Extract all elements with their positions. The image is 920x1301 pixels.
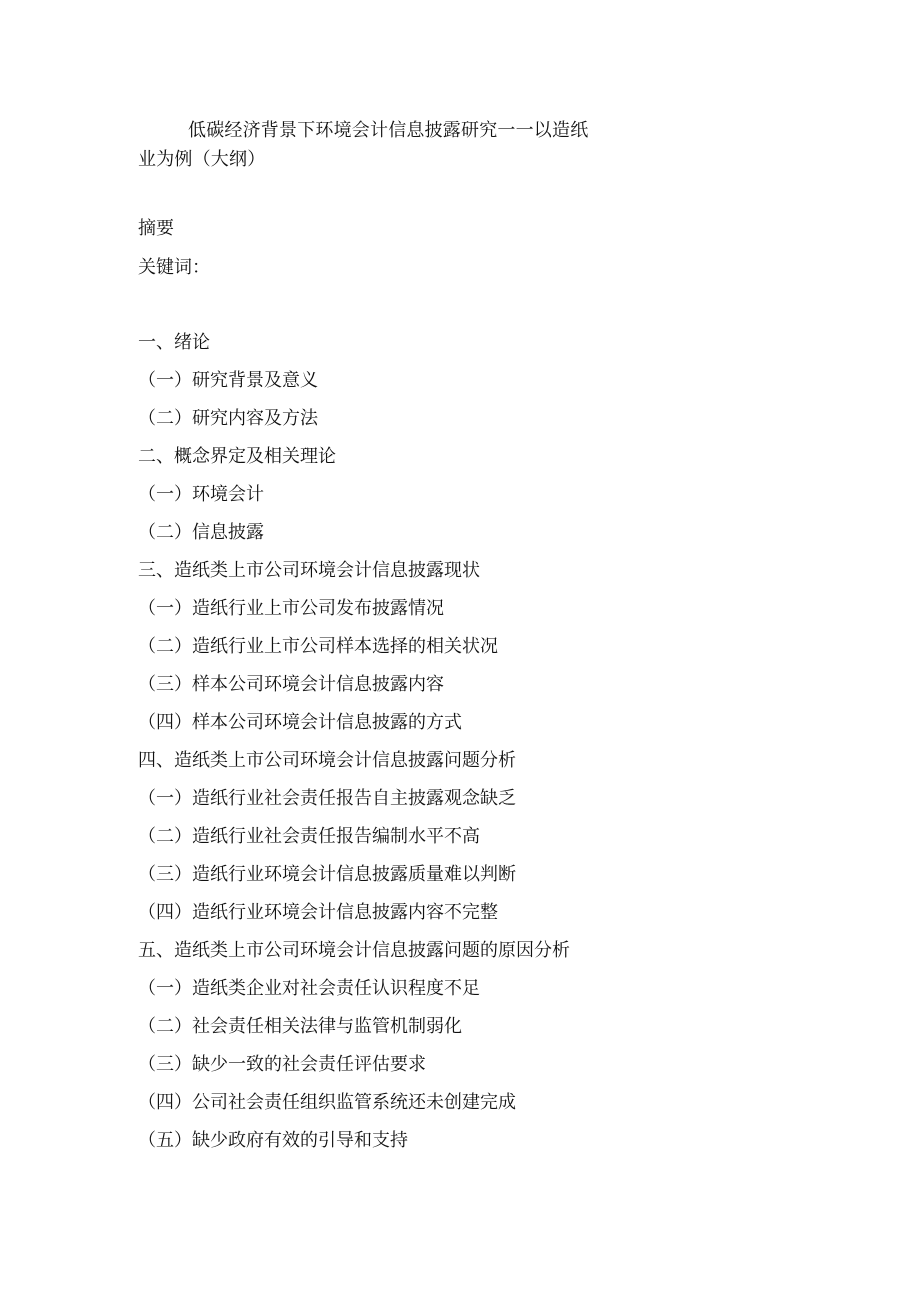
outline-item-2: 二、概念界定及相关理论 [138,446,336,467]
outline-item-2-2: （二）信息披露 [138,522,264,543]
outline-item-5-1: （一）造纸类企业对社会责任认识程度不足 [138,978,480,999]
document-title: 低碳经济背景下环境会计信息披露研究一一以造纸业为例（大纲） [138,120,589,170]
keywords-label: 关键词： [138,257,210,278]
outline-item-3: 三、造纸类上市公司环境会计信息披露现状 [138,560,480,581]
outline-item-3-3: （三）样本公司环境会计信息披露内容 [138,674,444,695]
outline-item-3-4: （四）样本公司环境会计信息披露的方式 [138,712,462,733]
outline-item-2-1: （一）环境会计 [138,484,264,505]
outline-item-3-1: （一）造纸行业上市公司发布披露情况 [138,598,444,619]
outline-item-4: 四、造纸类上市公司环境会计信息披露问题分析 [138,750,516,771]
outline-item-5-3: （三）缺少一致的社会责任评估要求 [138,1054,426,1075]
outline-list [138,331,758,1167]
outline-item-4-2: （二）造纸行业社会责任报告编制水平不高 [138,826,480,847]
outline-item-4-3: （三）造纸行业环境会计信息披露质量难以判断 [138,864,516,885]
outline-item-5: 五、造纸类上市公司环境会计信息披露问题的原因分析 [138,940,570,961]
outline-item-1-2: （二）研究内容及方法 [138,408,318,429]
abstract-heading: 摘要 [138,218,174,239]
outline-item-4-1: （一）造纸行业社会责任报告自主披露观念缺乏 [138,788,516,809]
outline-item-1: 一、绪论 [138,332,210,353]
outline-item-5-2: （二）社会责任相关法律与监管机制弱化 [138,1016,462,1037]
outline-item-5-4: （四）公司社会责任组织监管系统还未创建完成 [138,1092,516,1113]
outline-item-4-4: （四）造纸行业环境会计信息披露内容不完整 [138,902,498,923]
outline-item-5-5: （五）缺少政府有效的引导和支持 [138,1130,408,1151]
outline-item-1-1: （一）研究背景及意义 [138,370,318,391]
outline-item-3-2: （二）造纸行业上市公司样本选择的相关状况 [138,636,498,657]
